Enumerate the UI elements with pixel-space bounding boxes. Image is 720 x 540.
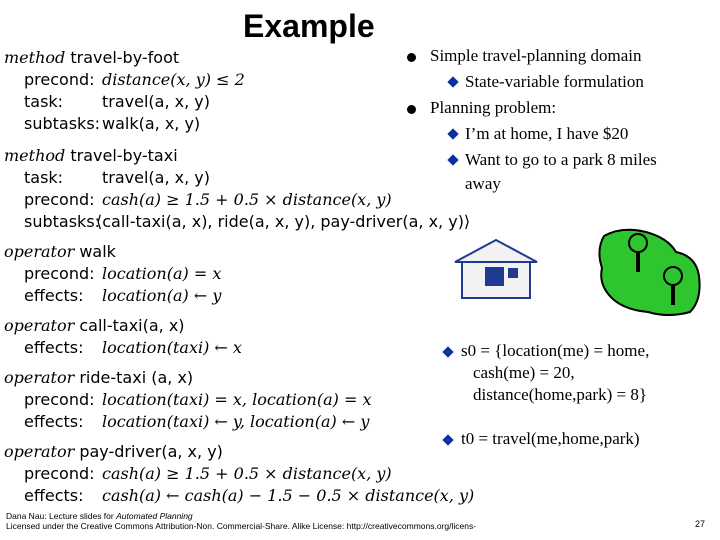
precond-label: precond: [24, 190, 95, 209]
precond-value: cash(a) ≥ 1.5 + 0.5 × distance(x, y) [102, 190, 392, 209]
method-name: travel-by-foot [70, 48, 180, 67]
bullet-domain: Simple travel-planning domain [430, 46, 642, 65]
sub-bullet-park-line1: Want to go to a park 8 miles [465, 150, 657, 169]
footer-book-title: Automated Planning [116, 511, 193, 521]
s0-line2: cash(me) = 20, [473, 363, 575, 382]
precond-value: distance(x, y) ≤ 2 [102, 70, 245, 89]
s0-line1: s0 = {location(me) = home, [461, 341, 650, 360]
effects-label: effects: [24, 412, 84, 431]
operator-keyword: operator [4, 442, 75, 461]
effects-label: effects: [24, 338, 84, 357]
footer-line1 [6, 511, 476, 521]
effects-value: location(taxi) ← x [102, 338, 242, 357]
precond-label: precond: [24, 264, 95, 283]
precond-value: cash(a) ≥ 1.5 + 0.5 × distance(x, y) [102, 464, 392, 483]
precond-label: precond: [24, 390, 95, 409]
precond-label: precond: [24, 464, 95, 483]
subtasks-value: ⟨call-taxi(a, x), ride(a, x, y), pay-driver(a, x, y)⟩ [96, 212, 471, 231]
sub-bullet-home: I’m at home, I have $20 [465, 124, 629, 143]
effects-label: effects: [24, 486, 84, 505]
operator-keyword: operator [4, 242, 75, 261]
sub-bullet-state-variable: State-variable formulation [465, 72, 644, 91]
operator-name: walk [79, 242, 116, 261]
precond-value: location(taxi) = x, location(a) = x [102, 390, 372, 409]
task-value: travel(a, x, y) [102, 168, 210, 187]
page-number: 27 [695, 519, 706, 529]
subtasks-label: subtasks: [24, 114, 101, 133]
task-label: task: [24, 168, 64, 187]
t0-line: t0 = travel(me,home,park) [461, 429, 640, 448]
slide-title: Example [243, 8, 375, 44]
subtasks-value: walk(a, x, y) [102, 114, 201, 133]
park-icon [599, 230, 699, 315]
footer [6, 511, 476, 531]
effects-value: location(taxi) ← y, location(a) ← y [102, 412, 370, 431]
method-keyword: method [4, 146, 66, 165]
precond-value: location(a) = x [102, 264, 222, 283]
house-icon [455, 240, 537, 298]
operator-keyword: operator [4, 316, 75, 335]
operator-name: ride-taxi (a, x) [79, 368, 194, 387]
sub-bullet-park-line2: away [465, 174, 501, 193]
effects-value: location(a) ← y [102, 286, 222, 305]
effects-value: cash(a) ← cash(a) − 1.5 − 0.5 × distance(x, y) [102, 486, 475, 505]
effects-label: effects: [24, 286, 84, 305]
task-value: travel(a, x, y) [102, 92, 210, 111]
s0-line3: distance(home,park) = 8} [473, 385, 647, 404]
bullet-planning-problem: Planning problem: [430, 98, 557, 117]
method-keyword: method [4, 48, 66, 67]
task-label: task: [24, 92, 64, 111]
precond-label: precond: [24, 70, 95, 89]
footer-author: Dana Nau: Lecture slides for [6, 511, 117, 521]
operator-name: pay-driver(a, x, y) [79, 442, 223, 461]
footer-license: Licensed under the Creative Commons Attribution-Non. Commercial-Share. Alike License: http://creativecommons.org/licens- [6, 521, 477, 531]
operator-name: call-taxi(a, x) [79, 316, 185, 335]
method-name: travel-by-taxi [70, 146, 178, 165]
subtasks-label: subtasks: [24, 212, 101, 231]
operator-keyword: operator [4, 368, 75, 387]
